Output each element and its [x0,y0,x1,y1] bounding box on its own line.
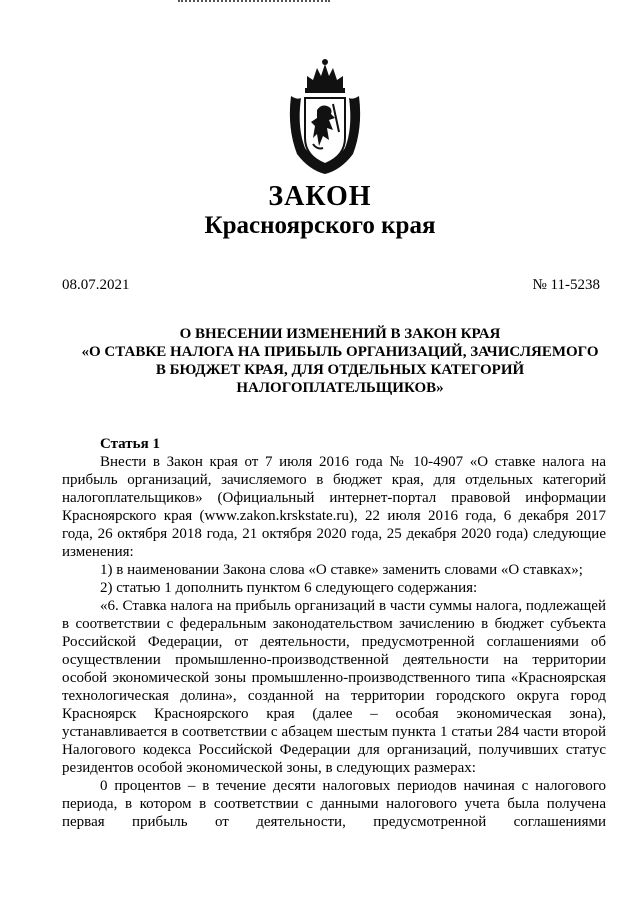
heading-line: НАЛОГОПЛАТЕЛЬЩИКОВ» [236,380,444,396]
article-intro-paragraph: Внести в Закон края от 7 июля 2016 года № 10-4907 «О ставке налога на прибыль организаций, зачисляемого в бюджет края, для отдельных категорий налогоплательщиков» (Официальный интернет-портал правовой информации Красноярского края (www.zakon.krskstate.ru), 22 июля 2016 года, 6 декабря 2017 года, 26 октября 2018 года, 21 октября 2020 года, 25 декабря 2020 года) следующие изменения: [62,454,606,560]
document-date: 08.07.2021 [62,277,130,293]
amendment-item-2: 2) статью 1 дополнить пунктом 6 следующего содержания: [100,580,478,596]
scan-mark [178,0,330,6]
heading-line: В БЮДЖЕТ КРАЯ, ДЛЯ ОТДЕЛЬНЫХ КАТЕГОРИЙ [155,362,525,378]
document-body [62,435,606,831]
amendment-item-1: 1) в наименовании Закона слова «О ставке» заменить словами «О ставках»; [100,562,583,578]
heading-line: О ВНЕСЕНИИ ИЗМЕНЕНИЙ В ЗАКОН КРАЯ [179,326,501,342]
document-number: № 11-5238 [532,277,600,293]
coat-of-arms-emblem [283,58,367,176]
law-heading [40,325,640,397]
article-title: Статья 1 [100,436,160,452]
document-subtitle: Красноярского края [204,212,436,239]
new-clause-6: «6. Ставка налога на прибыль организаций в части суммы налога, подлежащей в соответствии с федеральным законодательством зачислению в бюджет субъекта Российской Федерации, от деятельности, предусмотренной соглашениями об осуществлении промышленно-производственной деятельности на территории особой экономической зоны промышленно-производственного типа «Красноярская технологическая долина», созданной на территории городского округа город Красноярск Красноярского края (далее – особая экономическая зона), устанавливается в соответствии с абзацем шестым пункта 1 статьи 284 части второй Налогового кодекса Российской Федерации для организаций, получивших статус резидентов особой экономической зоны, в следующих размерах: [62,598,606,776]
document-title: ЗАКОН [268,181,372,212]
heading-line: «О СТАВКЕ НАЛОГА НА ПРИБЫЛЬ ОРГАНИЗАЦИЙ, ЗАЧИСЛЯЕМОГО [81,344,599,360]
rate-paragraph: 0 процентов – в течение десяти налоговых периодов начиная с налогового периода, в котором в соответствии с данными налогового учета была получена первая прибыль от деятельности, предусмотренной соглашениями [62,778,606,830]
